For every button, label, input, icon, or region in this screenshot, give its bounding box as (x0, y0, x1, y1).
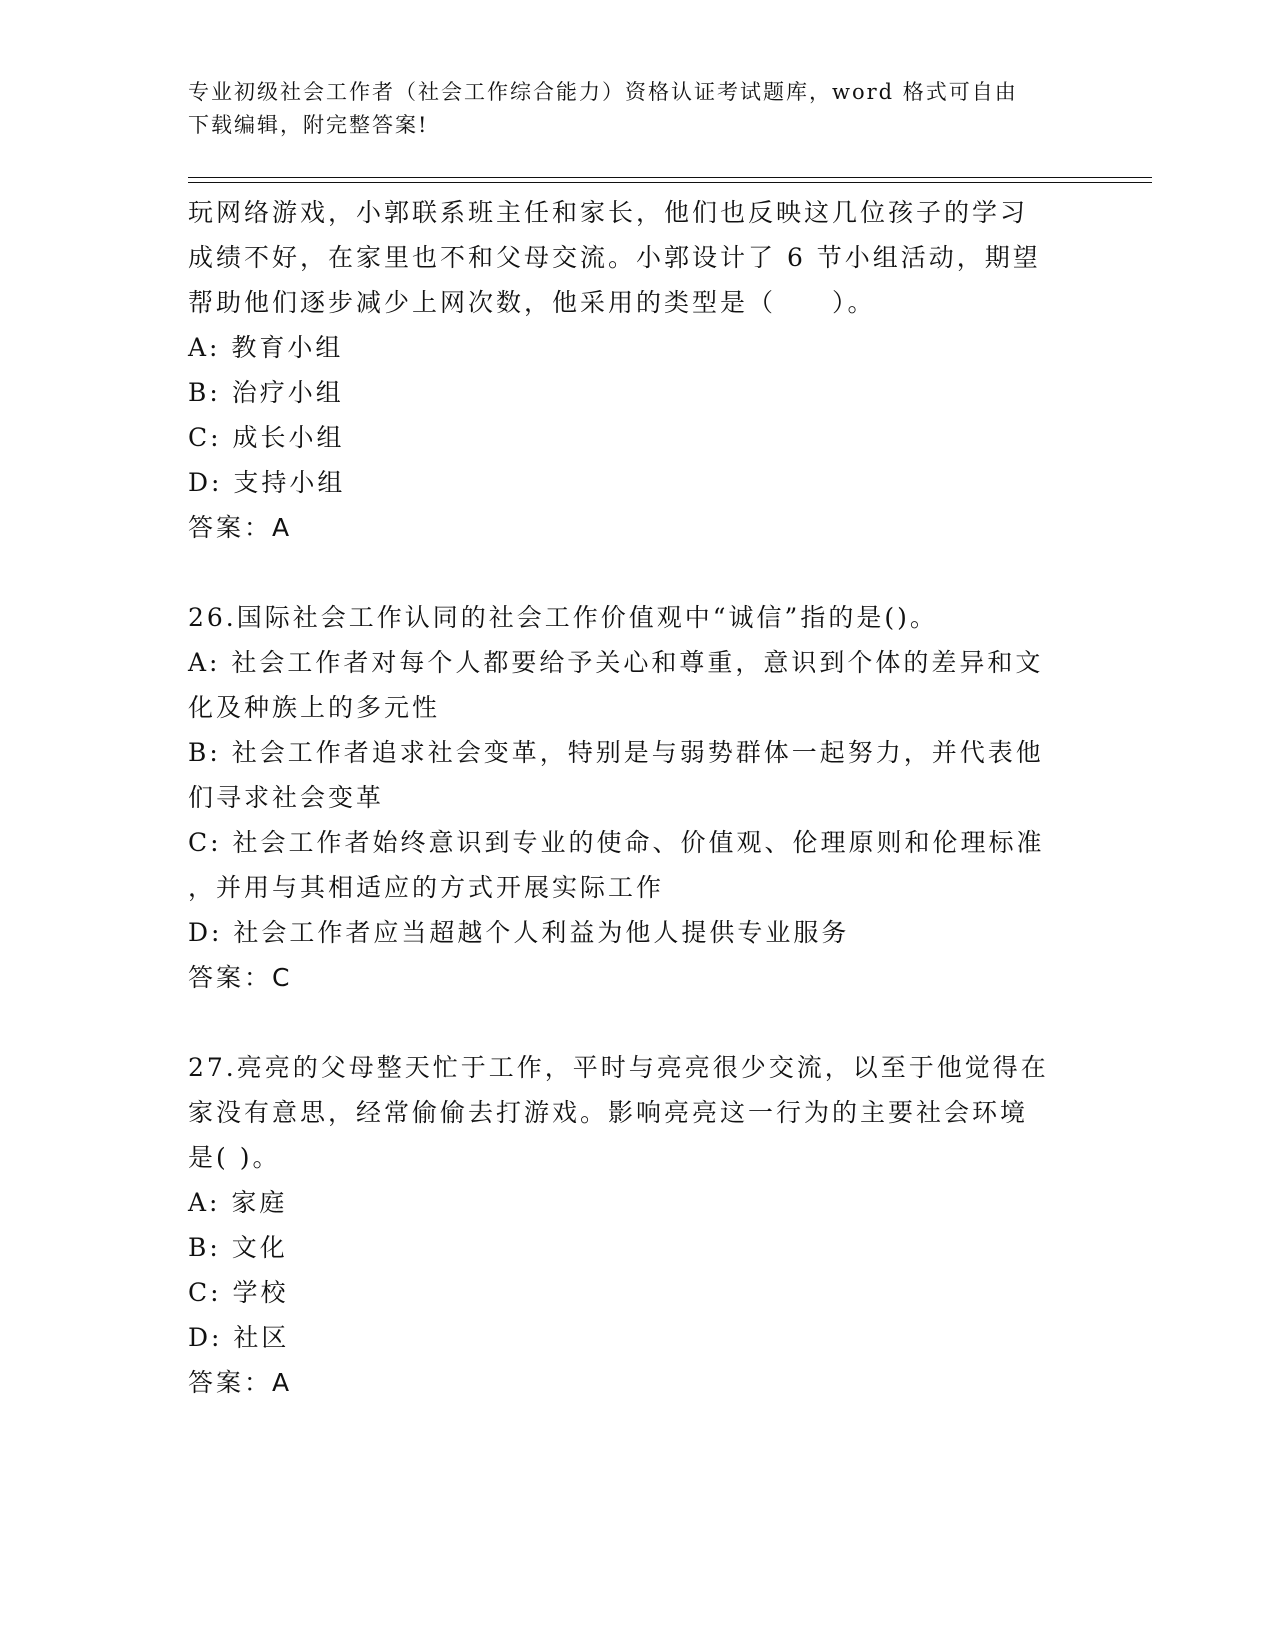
option-b: B: 社会工作者追求社会变革，特别是与弱势群体一起努力，并代表他 (188, 738, 1044, 767)
question-stem-line: 是( )。 (188, 1143, 281, 1172)
option-b: B: 治疗小组 (188, 378, 344, 407)
question-stem-line: 27.亮亮的父母整天忙于工作，平时与亮亮很少交流，以至于他觉得在 (188, 1053, 1049, 1082)
answer-label: 答案：A (188, 513, 293, 542)
question-content (188, 190, 1088, 1405)
question-stem-line: 家没有意思，经常偷偷去打游戏。影响亮亮这一行为的主要社会环境 (188, 1098, 1029, 1127)
document-header (188, 76, 1068, 142)
header-title-line-1: 专业初级社会工作者（社会工作综合能力）资格认证考试题库，word 格式可自由 (188, 80, 1018, 104)
question-stem-line: 玩网络游戏，小郭联系班主任和家长，他们也反映这几位孩子的学习 (188, 198, 1029, 227)
question-25 (188, 190, 1088, 550)
option-c: C: 学校 (188, 1278, 289, 1307)
question-stem-line: 26.国际社会工作认同的社会工作价值观中“诚信”指的是()。 (188, 603, 938, 632)
header-title-line-2: 下载编辑，附完整答案! (188, 113, 429, 137)
question-spacer (188, 1000, 1088, 1045)
option-a-continued: 化及种族上的多元性 (188, 693, 441, 722)
option-d: D: 社区 (188, 1323, 290, 1352)
option-d: D: 支持小组 (188, 468, 346, 497)
option-b-continued: 们寻求社会变革 (188, 783, 385, 812)
option-c: C: 社会工作者始终意识到专业的使命、价值观、伦理原则和伦理标准 (188, 828, 1045, 857)
question-stem-line: 成绩不好，在家里也不和父母交流。小郭设计了 6 节小组活动，期望 (188, 243, 1041, 272)
option-a: A: 教育小组 (188, 333, 344, 362)
header-divider-bottom (188, 182, 1152, 183)
option-a: A: 家庭 (188, 1188, 288, 1217)
header-divider-top (188, 177, 1152, 178)
option-c: C: 成长小组 (188, 423, 345, 452)
option-c-continued: ，并用与其相适应的方式开展实际工作 (188, 873, 665, 902)
answer-label: 答案：C (188, 963, 293, 992)
question-spacer (188, 550, 1088, 595)
question-27 (188, 1045, 1088, 1405)
answer-label: 答案：A (188, 1368, 293, 1397)
question-26 (188, 595, 1088, 1000)
option-b: B: 文化 (188, 1233, 288, 1262)
option-d: D: 社会工作者应当超越个人利益为他人提供专业服务 (188, 918, 850, 947)
option-a: A: 社会工作者对每个人都要给予关心和尊重，意识到个体的差异和文 (188, 648, 1044, 677)
question-stem-line: 帮助他们逐步减少上网次数，他采用的类型是（ ）。 (188, 288, 876, 317)
